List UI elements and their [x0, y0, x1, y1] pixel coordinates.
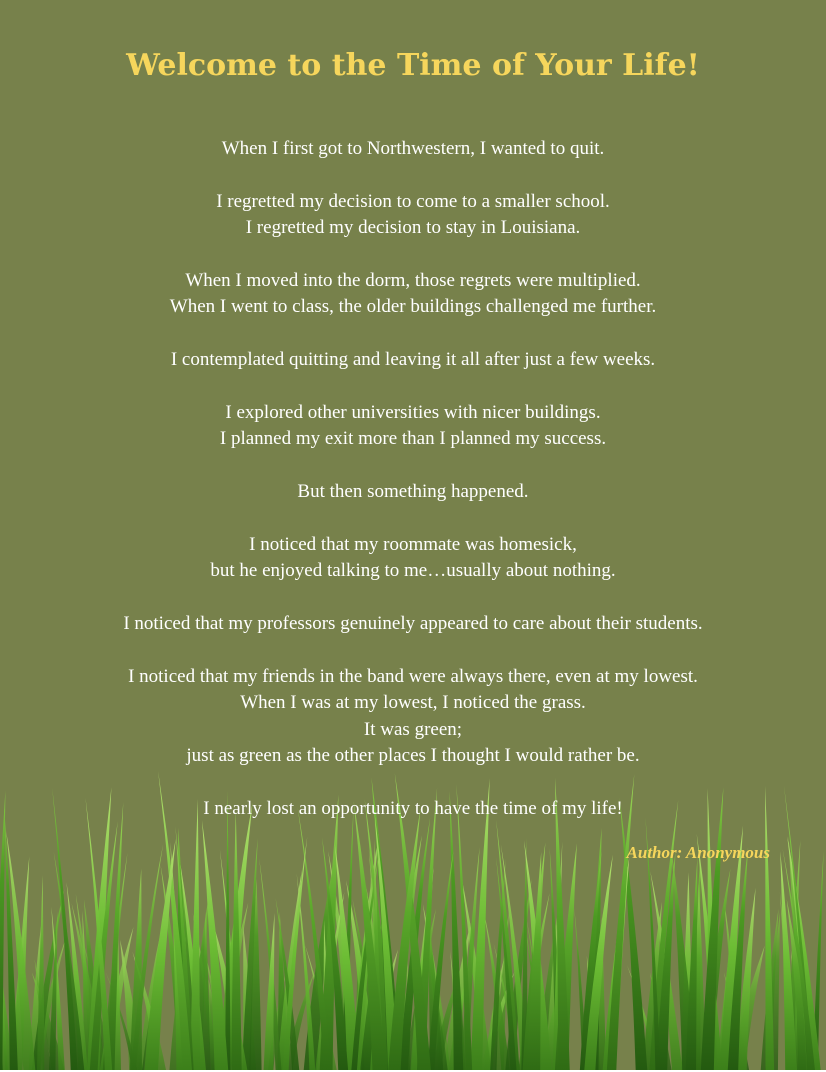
- poem-line: I planned my exit more than I planned my success.: [219, 428, 607, 450]
- poem-line: just as green as the other places I thought I would rather be.: [186, 745, 640, 767]
- poem-line: but he enjoyed talking to me…usually about nothing.: [210, 560, 616, 582]
- poem-line: When I first got to Northwestern, I wanted to quit.: [221, 138, 605, 159]
- poem-line: When I went to class, the older buildings challenged me further.: [169, 296, 657, 318]
- poem-line: I nearly lost an opportunity to have the time of my life!: [203, 798, 623, 820]
- poem-line: I noticed that my friends in the band were always there, even at my lowest.: [128, 666, 698, 687]
- poem-line: It was green;: [363, 718, 463, 740]
- poem-line: I noticed that my roommate was homesick,: [249, 534, 577, 555]
- page-title: Welcome to the Time of Your Life!: [126, 48, 700, 83]
- stanza: [0, 136, 826, 162]
- poem-line: I regretted my decision to come to a smaller school.: [216, 190, 610, 212]
- poem-line: When I moved into the dorm, those regrets were multiplied.: [185, 270, 641, 291]
- poem-line: I regretted my decision to stay in Louisiana.: [245, 217, 581, 239]
- stanza: [0, 347, 826, 373]
- poem-line: When I was at my lowest, I noticed the grass.: [240, 692, 586, 714]
- stanza: [0, 532, 826, 585]
- stanza: [0, 796, 826, 822]
- poem-line: But then something happened.: [297, 481, 529, 503]
- poem-line: I noticed that my professors genuinely appeared to care about their students.: [123, 613, 703, 635]
- stanza: [0, 479, 826, 505]
- stanza: [0, 611, 826, 637]
- poem-line: I explored other universities with nicer buildings.: [225, 402, 601, 423]
- stanza: [0, 664, 826, 770]
- grass-blade: [130, 868, 142, 1070]
- stanza: [0, 268, 826, 321]
- stanza: [0, 189, 826, 242]
- author-credit: Author: Anonymous: [626, 843, 770, 862]
- grass-blade: [264, 913, 275, 1070]
- poem-body: [0, 136, 826, 849]
- stanza: [0, 400, 826, 453]
- poem-line: I contemplated quitting and leaving it all after just a few weeks.: [170, 349, 656, 371]
